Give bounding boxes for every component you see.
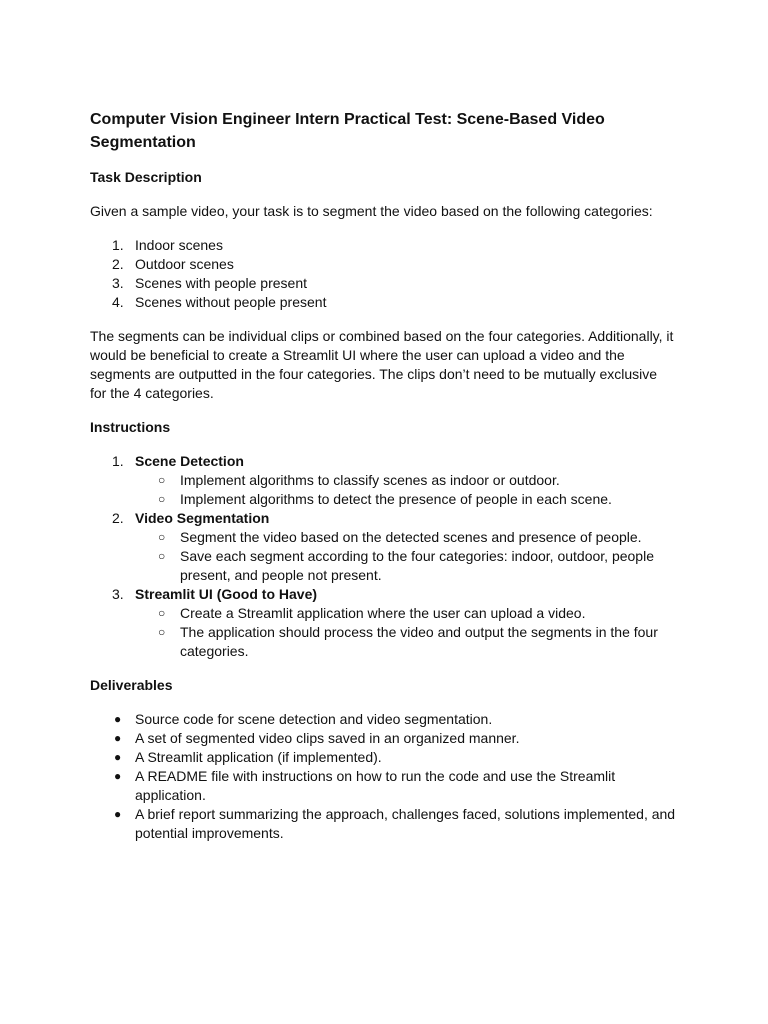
task-intro-paragraph: Given a sample video, your task is to segment the video based on the following categories: <box>90 203 653 219</box>
task-description-heading: Task Description <box>90 169 202 185</box>
deliverable-text: A Streamlit application (if implemented). <box>135 749 382 765</box>
sublist-item-text: Implement algorithms to detect the presence of people in each scene. <box>180 491 612 507</box>
hollow-bullet-icon: ○ <box>158 530 166 544</box>
bullet-icon: ● <box>114 750 122 764</box>
list-item <box>90 274 677 293</box>
sublist-item <box>135 490 677 509</box>
instructions-heading: Instructions <box>90 419 171 435</box>
instruction-item <box>90 509 677 585</box>
deliverable-item <box>90 805 677 843</box>
deliverables-list <box>90 710 677 843</box>
task-details-paragraph: The segments can be individual clips or combined based on the four categories. Additionally, it would be beneficial to create a Streamlit UI where the user can upload a video and the segments are outputted in the four categories. The clips don’t need to be mutually exclusive for the 4 categories. <box>90 328 674 401</box>
hollow-bullet-icon: ○ <box>158 492 166 506</box>
sublist-item <box>135 604 677 623</box>
sublist-item-text: Create a Streamlit application where the user can upload a video. <box>180 605 586 621</box>
sublist-item <box>135 623 677 661</box>
instruction-title: Scene Detection <box>135 453 244 469</box>
instruction-title: Streamlit UI (Good to Have) <box>135 586 318 602</box>
list-number: 3. <box>112 586 124 602</box>
list-item <box>90 236 677 255</box>
deliverable-text: Source code for scene detection and video segmentation. <box>135 711 493 727</box>
deliverable-text: A set of segmented video clips saved in an organized manner. <box>135 730 520 746</box>
document-title: Computer Vision Engineer Intern Practical Test: Scene-Based Video Segmentation <box>90 111 605 151</box>
instruction-sublist <box>135 471 677 509</box>
list-item <box>90 293 677 312</box>
deliverable-item <box>90 767 677 805</box>
hollow-bullet-icon: ○ <box>158 625 166 639</box>
deliverable-item <box>90 729 677 748</box>
list-number: 3. <box>112 275 124 291</box>
list-number: 1. <box>112 237 124 253</box>
list-item-text: Outdoor scenes <box>135 256 234 272</box>
hollow-bullet-icon: ○ <box>158 606 166 620</box>
bullet-icon: ● <box>114 712 122 726</box>
sublist-item-text: Segment the video based on the detected scenes and presence of people. <box>180 529 642 545</box>
bullet-icon: ● <box>114 731 122 745</box>
instruction-item <box>90 452 677 509</box>
deliverables-heading: Deliverables <box>90 677 173 693</box>
list-number: 2. <box>112 256 124 272</box>
sublist-item <box>135 528 677 547</box>
list-item <box>90 255 677 274</box>
sublist-item <box>135 547 677 585</box>
bullet-icon: ● <box>114 807 122 821</box>
hollow-bullet-icon: ○ <box>158 549 166 563</box>
instruction-item <box>90 585 677 661</box>
list-item-text: Indoor scenes <box>135 237 223 253</box>
list-item-text: Scenes with people present <box>135 275 307 291</box>
bullet-icon: ● <box>114 769 122 783</box>
instructions-list <box>90 452 677 661</box>
hollow-bullet-icon: ○ <box>158 473 166 487</box>
deliverable-item <box>90 710 677 729</box>
deliverable-text: A README file with instructions on how to run the code and use the Streamlit application. <box>135 768 616 803</box>
list-item-text: Scenes without people present <box>135 294 327 310</box>
sublist-item-text: Save each segment according to the four categories: indoor, outdoor, people present, and people not present. <box>180 548 654 583</box>
instruction-sublist <box>135 604 677 661</box>
deliverable-text: A brief report summarizing the approach, challenges faced, solutions implemented, and potential improvements. <box>135 806 676 841</box>
list-number: 2. <box>112 510 124 526</box>
instruction-sublist <box>135 528 677 585</box>
list-number: 1. <box>112 453 124 469</box>
list-number: 4. <box>112 294 124 310</box>
sublist-item-text: The application should process the video and output the segments in the four categories. <box>180 624 658 659</box>
sublist-item-text: Implement algorithms to classify scenes as indoor or outdoor. <box>180 472 560 488</box>
sublist-item <box>135 471 677 490</box>
deliverable-item <box>90 748 677 767</box>
categories-list <box>90 236 677 312</box>
instruction-title: Video Segmentation <box>135 510 270 526</box>
